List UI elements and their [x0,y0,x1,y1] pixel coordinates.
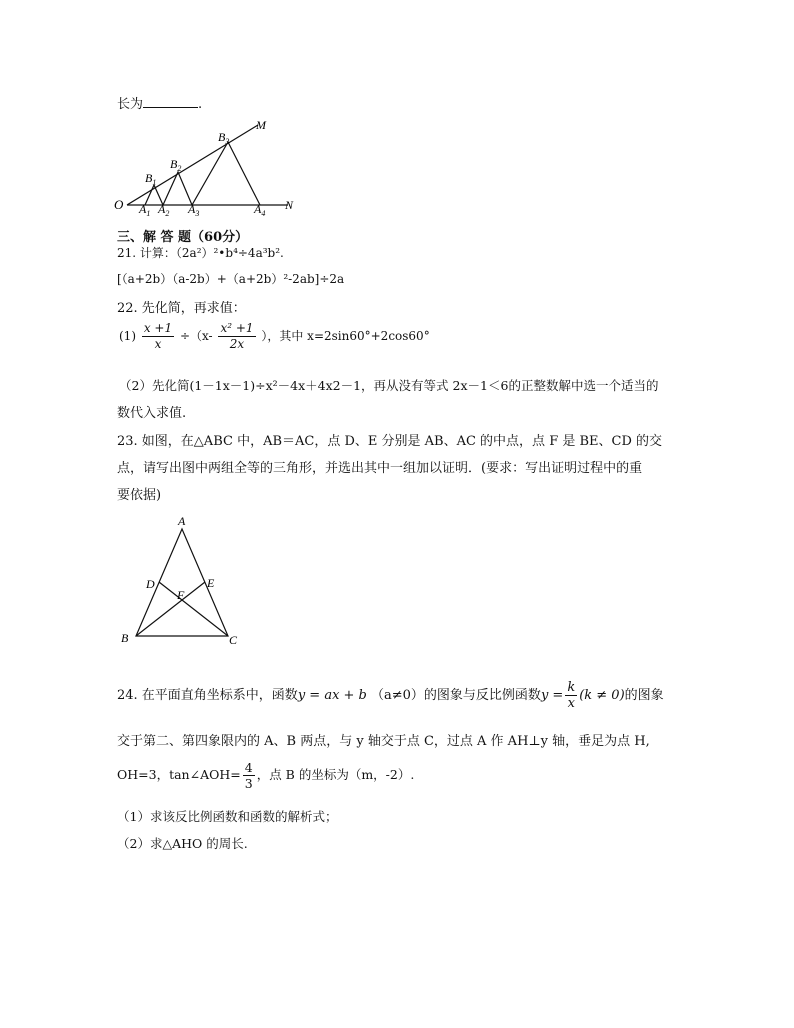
q22-part2-line1: （2）先化简(1－1x－1)÷x²－4x＋4x2－1，再从没有等式 2x－1＜6的正整数解中选一个适当的 [119,378,659,393]
label-E: E [207,576,215,590]
figure-angle-triangles [110,115,310,220]
q24-l1-a: 24. 在平面直角坐标系中，函数 [117,688,298,703]
q22-part2-line2: 数代入求值. [117,406,187,421]
fraction-k-over-x: $\frac{k}{x}$ [567,680,576,711]
q20-tail-text: 长为 [117,97,144,112]
ray-OM [127,125,258,205]
label-B1: $B_1$ [145,171,157,187]
label-A3: $A_3$ [188,202,200,218]
label-A4: $A_4$ [254,202,266,218]
fraction-x-plus-1-over-x: $\frac{x +1}{x}$ [143,321,173,351]
q22-intro: 22. 先化简，再求值： [117,301,246,316]
fraction-4-over-3: $\frac{4}{3}$ [244,760,253,791]
label-O: O [114,197,124,212]
q24-line3 [117,760,414,791]
label-B3: $B_3$ [218,130,230,146]
q24-l1-cond: (k ≠ 0) [579,688,625,703]
label-D: D [146,577,155,591]
q24-l1-c: 的图象 [624,688,664,703]
q21-line2: [（a+2b）（a-2b）+（a+2b）²-2ab]÷2a [117,272,345,286]
q20-tail [117,93,202,112]
q23-line1: 23. 如图，在△ABC 中，AB＝AC，点 D、E 分别是 AB、AC 的中点，点 F 是 BE、CD 的交 [117,434,663,449]
figure-triangle-abc [115,512,245,647]
label-B: B [121,631,129,645]
fraction-x2-plus-1-over-2x: $\frac{\text{x² +1}}{2x}$ [220,321,254,351]
q24-line1 [117,680,664,711]
label-B2: $B_2$ [170,157,182,173]
q24-l3-a: OH=3，tan∠AOH= [117,767,241,782]
q21-line1: 21. 计算：（2a²）²•b⁴÷4a³b². [117,246,284,260]
q23-line2: 点，请写出图中两组全等的三角形，并选出其中一组加以证明．(要求：写出证明过程中的重 [117,461,643,476]
q23-line3: 要依据) [117,488,162,503]
label-A2: $A_2$ [158,202,170,218]
q24-l1-func: y = ax + b [297,688,367,703]
q22-p1-div: ÷（x- [179,329,213,343]
q24-sub1: （1）求该反比例函数和函数的解析式； [117,809,338,824]
q24-l1-y: y = [540,688,564,703]
label-F: F [177,588,185,602]
q22-p1-suffix: ），其中 x=2sin60°+2cos60° [261,329,430,343]
q24-l1-b: （a≠0）的图象与反比例函数 [371,688,541,703]
q22-part1 [119,321,430,352]
zigzag-line [145,142,260,205]
label-C: C [229,633,238,647]
q20-period: . [198,97,203,112]
q24-line2: 交于第二、第四象限内的 A、B 两点，与 y 轴交于点 C，过点 A 作 AH⊥y 轴，垂足为点 H, [117,734,650,749]
q24-l3-b: ，点 B 的坐标为（m，-2）. [256,767,415,782]
segment-CD [159,582,228,636]
label-A: A [178,514,186,528]
label-N: N [285,198,294,212]
q22-p1-prefix: (1) [119,329,136,343]
label-M: M [256,118,266,132]
answer-blank [143,95,198,108]
section-heading: 三、解 答 题（60分） [117,230,249,245]
label-A1: $A_1$ [139,202,151,218]
q24-sub2: （2）求△AHO 的周长. [117,836,248,851]
